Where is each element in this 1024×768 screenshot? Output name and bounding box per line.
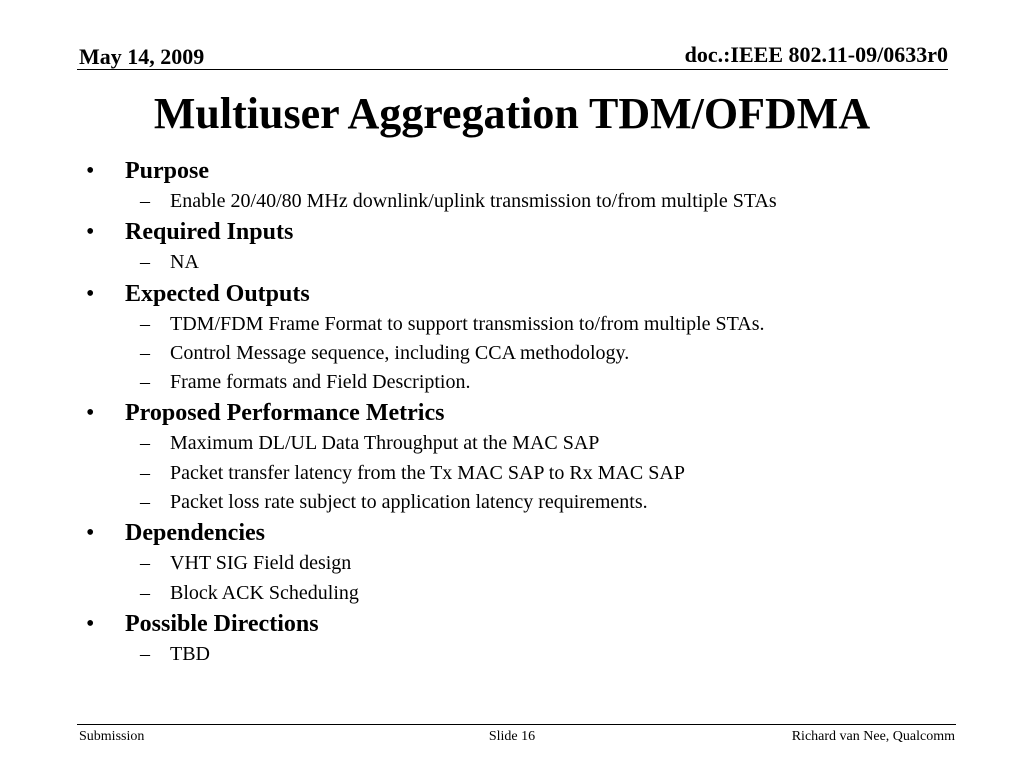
bullet-marker: • xyxy=(86,219,95,246)
section-heading xyxy=(80,608,960,640)
list-item-text: Control Message sequence, including CCA methodology. xyxy=(170,341,630,364)
dash-marker: – xyxy=(140,491,150,514)
section-heading xyxy=(80,155,960,187)
slide-title: Multiuser Aggregation TDM/OFDMA xyxy=(153,89,871,138)
dash-marker: – xyxy=(140,581,150,604)
list-item-text: NA xyxy=(170,251,199,274)
list-item xyxy=(80,248,960,277)
footer-divider xyxy=(77,724,956,725)
list-item xyxy=(80,339,960,368)
header-divider xyxy=(77,69,948,70)
section-heading-text: Possible Directions xyxy=(125,610,319,637)
section-heading xyxy=(80,278,960,310)
bullet-marker: • xyxy=(86,400,95,427)
list-item-text: Frame formats and Field Description. xyxy=(170,371,471,394)
list-item xyxy=(80,579,960,608)
list-item-text: Block ACK Scheduling xyxy=(170,581,359,604)
section-heading-text: Purpose xyxy=(125,158,209,184)
section-expected-outputs xyxy=(80,278,960,398)
section-dependencies xyxy=(80,517,960,608)
list-item xyxy=(80,368,960,397)
section-required-inputs xyxy=(80,216,960,277)
dash-marker: – xyxy=(140,190,150,212)
dash-marker: – xyxy=(140,432,150,455)
bullet-marker: • xyxy=(86,520,95,547)
slide-content xyxy=(80,155,960,669)
dash-marker: – xyxy=(140,642,150,665)
list-item xyxy=(80,549,960,578)
header-doc-id: doc.:IEEE 802.11-09/0633r0 xyxy=(684,42,948,67)
list-item-text: Packet loss rate subject to application latency requirements. xyxy=(170,491,648,514)
section-possible-directions xyxy=(80,608,960,669)
section-heading xyxy=(80,517,960,549)
bullet-marker: • xyxy=(86,610,95,637)
dash-marker: – xyxy=(140,461,150,484)
dash-marker: – xyxy=(140,371,150,394)
section-heading xyxy=(80,397,960,429)
dash-marker: – xyxy=(140,312,150,335)
list-item-text: VHT SIG Field design xyxy=(170,552,352,575)
list-item xyxy=(80,459,960,488)
list-item-text: Maximum DL/UL Data Throughput at the MAC SAP xyxy=(170,432,600,455)
list-item-text: Enable 20/40/80 MHz downlink/uplink transmission to/from multiple STAs xyxy=(170,190,777,212)
list-item xyxy=(80,640,960,669)
list-item xyxy=(80,488,960,517)
dash-marker: – xyxy=(140,341,150,364)
section-heading xyxy=(80,216,960,248)
section-heading-text: Required Inputs xyxy=(125,219,294,246)
dash-marker: – xyxy=(140,251,150,274)
list-item xyxy=(80,187,960,216)
bullet-marker: • xyxy=(86,280,95,307)
section-purpose xyxy=(80,155,960,216)
footer-slide-number: Slide 16 xyxy=(488,729,536,744)
list-item-text: TBD xyxy=(170,642,210,665)
section-heading-text: Proposed Performance Metrics xyxy=(125,400,445,427)
bullet-marker: • xyxy=(86,158,95,184)
section-heading-text: Expected Outputs xyxy=(125,280,310,307)
list-item-text: TDM/FDM Frame Format to support transmission to/from multiple STAs. xyxy=(170,312,765,335)
list-item xyxy=(80,429,960,458)
list-item xyxy=(80,310,960,339)
header-date: May 14, 2009 xyxy=(79,44,205,69)
section-heading-text: Dependencies xyxy=(125,520,265,547)
section-proposed-performance-metrics xyxy=(80,397,960,517)
footer-author: Richard van Nee, Qualcomm xyxy=(791,729,955,744)
list-item-text: Packet transfer latency from the Tx MAC SAP to Rx MAC SAP xyxy=(170,461,685,484)
footer-submission: Submission xyxy=(79,729,145,744)
dash-marker: – xyxy=(140,552,150,575)
